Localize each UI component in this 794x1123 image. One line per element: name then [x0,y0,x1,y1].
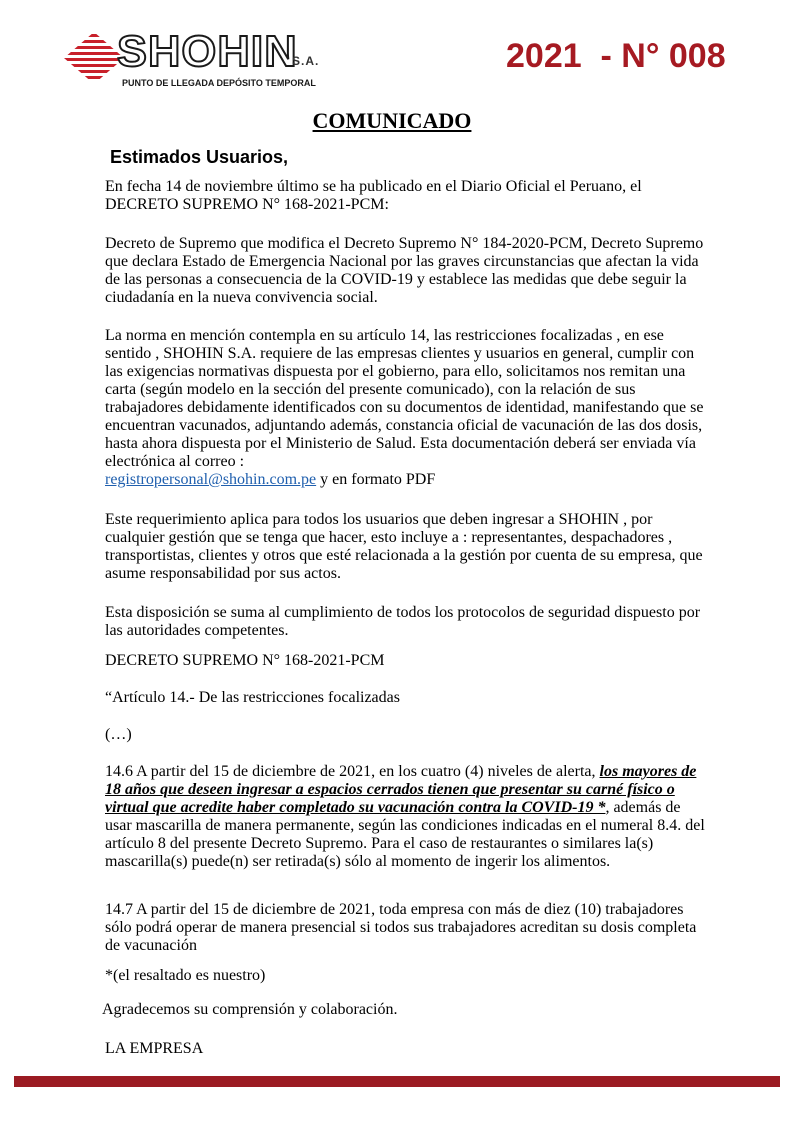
signature [105,1040,705,1058]
paragraph-text: Agradecemos su comprensión y colaboración. [102,1001,398,1018]
paragraph-requirement [105,327,705,489]
paragraph-text: LA EMPRESA [105,1040,204,1057]
paragraph-text-tail: y en formato PDF [316,471,436,488]
article-text-start: 14.6 A partir del 15 de diciembre de 2021, en los cuatro (4) niveles de alerta, [105,763,600,780]
footer-bar [14,1076,780,1087]
paragraph-decree-summary [105,235,705,307]
paragraph-text [105,327,705,489]
logo-wordmark: SHOHIN [117,27,298,76]
paragraph-protocols [105,604,705,640]
paragraph-text: *(el resaltado es nuestro) [105,967,266,984]
document-title: COMUNICADO [312,108,472,133]
paragraph-text: Este requerimiento aplica para todos los usuarios que deben ingresar a SHOHIN , por cualquier gestión que se tenga que hacer, esto incluye a : representantes, despachadores , transportistas, clientes y otros que esté relacionada a la gestión por cuenta de su empresa, que asume responsabilidad por sus actos. [105,511,703,582]
greeting: Estimados Usuarios, [110,147,289,167]
article-heading [105,689,705,707]
shohin-logo-icon [64,32,124,84]
paragraph-text: “Artículo 14.- De las restricciones focalizadas [105,689,400,706]
closing-thanks [102,1001,702,1019]
emphasis-note [105,967,705,985]
paragraph-text: Decreto de Supremo que modifica el Decreto Supremo N° 184-2020-PCM, Decreto Supremo que declara Estado de Emergencia Nacional por las graves circunstancias que afectan la vida de las personas a consecuencia de la COVID-19 y establece las medidas que debe seguir la ciudadanía en la nueva convivencia social. [105,235,704,306]
logo-suffix: S.A. [292,54,320,68]
email-link[interactable]: registropersonal@shohin.com.pe [105,471,317,488]
article-14-6 [105,763,707,871]
paragraph-text: En fecha 14 de noviembre último se ha publicado en el Diario Oficial el Peruano, el DECRETO SUPREMO N° 168-2021-PCM: [105,178,642,213]
paragraph-text: DECRETO SUPREMO N° 168-2021-PCM [105,652,385,669]
paragraph-text: 14.7 A partir del 15 de diciembre de 2021, toda empresa con más de diez (10) trabajadores sólo podrá operar de manera presencial si todos sus trabajadores acreditan su dosis completa de vacunación [105,901,697,954]
document-number: 2021 - N° 008 [506,37,726,75]
paragraph-intro [105,178,705,214]
article-text-end: , además de usar mascarilla de manera permanente, según las condiciones indicadas en el numeral 8.4. del artículo 8 del presente Decreto Supremo. Para el caso de restaurantes o similares la(s) mascarilla(s) puede(n) ser retirada(s) sólo al momento de ingerir los alimentos. [105,799,705,870]
paragraph-text-main: La norma en mención contempla en su artículo 14, las restricciones focalizadas , en ese sentido , SHOHIN S.A. requiere de las empresas clientes y usuarios en general, cumplir con las exigencias normativas dispuesta por el gobierno, para ello, solicitamos nos remitan una carta (según modelo en la sección del presente comunicado), con la relación de sus trabajadores debidamente identificados con su documentos de identidad, manifestando que se encuentran vacunados, adjuntando además, constancia oficial de vacunación de las dos dosis, hasta ahora dispuesta por el Ministerio de Salud. Esta documentación deberá ser enviada vía electrónica al correo : [105,327,704,470]
ellipsis [105,726,705,744]
paragraph-text: (…) [105,726,132,743]
paragraph-text: Esta disposición se suma al cumplimiento de todos los protocolos de seguridad dispuesto por las autoridades competentes. [105,604,701,639]
highlighted-text: los mayores de 18 años que deseen ingresar a espacios cerrados tienen que presentar su carné físico o virtual que acredite haber completado su vacunación contra la COVID-19 * [105,763,697,816]
decree-reference [105,652,705,670]
logo-tagline: PUNTO DE LLEGADA DEPÓSITO TEMPORAL [122,78,316,88]
article-14-7 [105,901,705,955]
paragraph-scope [105,511,705,583]
paragraph-text [105,763,707,871]
